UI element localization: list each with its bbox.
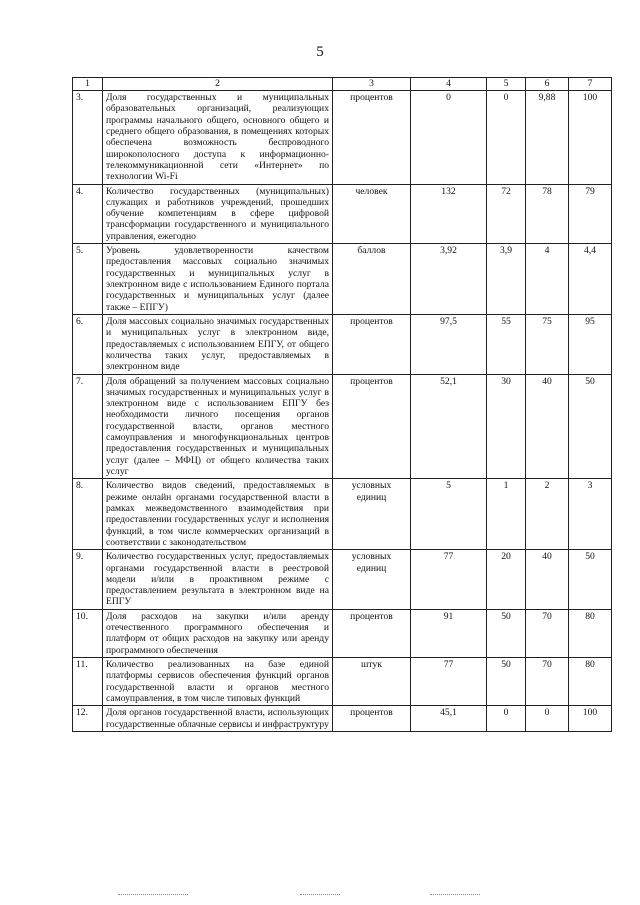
table-row <box>73 550 612 610</box>
column-number: 7 <box>569 78 612 91</box>
cell-value: 3,92 <box>411 244 487 315</box>
column-number: 3 <box>333 78 411 91</box>
table-row <box>73 374 612 479</box>
cell-value: 50 <box>487 609 526 657</box>
cell-indicator: Доля государственных и муниципальных образовательных организаций, реализующих программы начального общего, основного общего и среднего общего образования, в помещениях которых обеспечена возможность беспроводного широкополосного доступа к информационно-телекоммуникационной сети «Интернет» по технологии Wi-Fi <box>103 91 333 185</box>
table-row <box>73 244 612 315</box>
cell-value: 52,1 <box>411 374 487 479</box>
cell-value: 75 <box>526 314 569 374</box>
cell-unit: процентов <box>333 706 411 732</box>
cell-value: 20 <box>487 550 526 610</box>
scan-artifact <box>118 894 188 897</box>
cell-indicator: Количество реализованных на базе единой платформы сервисов обеспечения функций органов государственной власти и органов местного самоуправления, в том числе типовых функций <box>103 658 333 706</box>
cell-unit: процентов <box>333 314 411 374</box>
cell-indicator: Количество видов сведений, предоставляемых в режиме онлайн органами государственной власти в рамках межведомственного взаимодействия при предоставлении государственных услуг и исполнения функций, в том числе коммерческих организаций в соответствии с законодательством <box>103 479 333 550</box>
cell-unit: процентов <box>333 609 411 657</box>
cell-value: 95 <box>569 314 612 374</box>
column-number: 4 <box>411 78 487 91</box>
cell-value: 0 <box>487 706 526 732</box>
cell-value: 3,9 <box>487 244 526 315</box>
cell-unit: баллов <box>333 244 411 315</box>
column-number-row <box>73 78 612 91</box>
cell-value: 3 <box>569 479 612 550</box>
column-number: 1 <box>73 78 103 91</box>
cell-value: 2 <box>526 479 569 550</box>
cell-number: 6. <box>73 314 103 374</box>
cell-value: 72 <box>487 184 526 244</box>
scan-artifact <box>300 894 340 897</box>
cell-indicator: Количество государственных услуг, предоставляемых органами государственной власти в реестровой модели и/или в проактивном режиме с предоставлением результата в электронном виде на ЕПГУ <box>103 550 333 610</box>
cell-unit: условных единиц <box>333 550 411 610</box>
cell-number: 4. <box>73 184 103 244</box>
cell-value: 1 <box>487 479 526 550</box>
cell-value: 70 <box>526 658 569 706</box>
cell-value: 0 <box>526 706 569 732</box>
cell-number: 9. <box>73 550 103 610</box>
cell-unit: процентов <box>333 91 411 185</box>
cell-value: 0 <box>411 91 487 185</box>
scan-artifact <box>430 894 480 897</box>
table-row <box>73 706 612 732</box>
cell-value: 79 <box>569 184 612 244</box>
cell-value: 9,88 <box>526 91 569 185</box>
table-row <box>73 658 612 706</box>
cell-value: 30 <box>487 374 526 479</box>
cell-value: 55 <box>487 314 526 374</box>
cell-unit: условных единиц <box>333 479 411 550</box>
table-row <box>73 184 612 244</box>
cell-value: 40 <box>526 550 569 610</box>
cell-number: 11. <box>73 658 103 706</box>
cell-value: 80 <box>569 609 612 657</box>
cell-indicator: Доля обращений за получением массовых социально значимых государственных и муниципальных услуг в электронном виде с использованием ЕПГУ без необходимости личного посещения органов государственной власти, органов местного самоуправления и многофункциональных центров предоставления государственных и муниципальных услуг (далее – МФЦ) от общего количества таких услуг <box>103 374 333 479</box>
cell-value: 80 <box>569 658 612 706</box>
column-number: 5 <box>487 78 526 91</box>
cell-value: 97,5 <box>411 314 487 374</box>
cell-indicator: Доля расходов на закупки и/или аренду отечественного программного обеспечения и платформ от общих расходов на закупку или аренду программного обеспечения <box>103 609 333 657</box>
cell-number: 3. <box>73 91 103 185</box>
table-row <box>73 609 612 657</box>
cell-value: 40 <box>526 374 569 479</box>
cell-value: 70 <box>526 609 569 657</box>
cell-value: 91 <box>411 609 487 657</box>
cell-indicator: Уровень удовлетворенности качеством предоставления массовых социально значимых государственных и муниципальных услуг в электронном виде с использованием Единого портала государственных и муниципальных услуг (далее также – ЕПГУ) <box>103 244 333 315</box>
cell-value: 4 <box>526 244 569 315</box>
cell-number: 8. <box>73 479 103 550</box>
cell-value: 45,1 <box>411 706 487 732</box>
cell-number: 10. <box>73 609 103 657</box>
cell-value: 77 <box>411 658 487 706</box>
cell-unit: человек <box>333 184 411 244</box>
column-number: 2 <box>103 78 333 91</box>
cell-number: 12. <box>73 706 103 732</box>
cell-value: 50 <box>487 658 526 706</box>
cell-unit: штук <box>333 658 411 706</box>
table-row <box>73 479 612 550</box>
table-row <box>73 314 612 374</box>
cell-indicator: Доля органов государственной власти, использующих государственные облачные сервисы и инфраструктуру <box>103 706 333 732</box>
indicators-table <box>72 77 612 732</box>
cell-value: 100 <box>569 706 612 732</box>
cell-indicator: Доля массовых социально значимых государственных и муниципальных услуг в электронном виде, предоставляемых с использованием ЕПГУ, от общего количества таких услуг, предоставляемых в электронном виде <box>103 314 333 374</box>
column-number: 6 <box>526 78 569 91</box>
cell-number: 7. <box>73 374 103 479</box>
cell-value: 4,4 <box>569 244 612 315</box>
table-row <box>73 91 612 185</box>
page-number: 5 <box>316 44 324 60</box>
cell-value: 50 <box>569 550 612 610</box>
cell-value: 78 <box>526 184 569 244</box>
cell-value: 132 <box>411 184 487 244</box>
cell-value: 0 <box>487 91 526 185</box>
cell-indicator: Количество государственных (муниципальных) служащих и работников учреждений, прошедших обучение компетенциям в сфере цифровой трансформации государственного и муниципального управления, ежегодно <box>103 184 333 244</box>
cell-number: 5. <box>73 244 103 315</box>
cell-value: 100 <box>569 91 612 185</box>
cell-unit: процентов <box>333 374 411 479</box>
cell-value: 50 <box>569 374 612 479</box>
cell-value: 77 <box>411 550 487 610</box>
cell-value: 5 <box>411 479 487 550</box>
